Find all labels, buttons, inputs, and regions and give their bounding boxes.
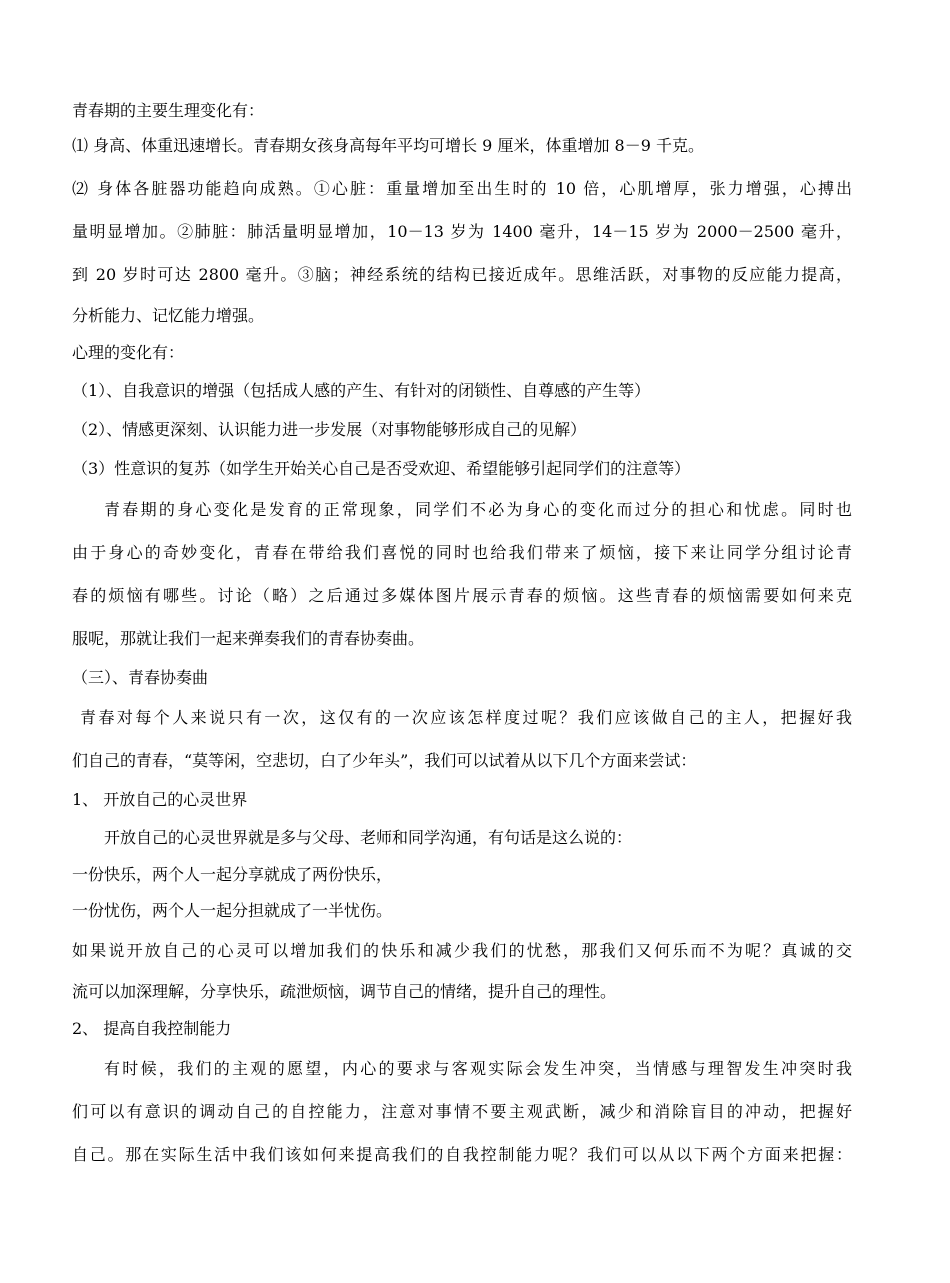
paragraph-line: 自己。那在实际生活中我们该如何来提高我们的自我控制能力呢？我们可以从以下两个方面来把握： [72,1145,852,1164]
section-heading: （三）、青春协奏曲 [72,668,209,687]
paragraph-line: ⑴ 身高、体重迅速增长。青春期女孩身高每年平均可增长 9 厘米，体重增加 8－9 千克。 [72,136,704,155]
paragraph-line: 开放自己的心灵世界就是多与父母、老师和同学沟通，有句话是这么说的： [104,828,633,847]
paragraph-line: 分析能力、记忆能力增强。 [72,306,265,325]
quote-line: 一份快乐，两个人一起分享就成了两份快乐， [72,865,393,884]
list-item: （3）性意识的复苏（如学生开始关心自己是否受欢迎、希望能够引起同学们的注意等） [72,459,691,478]
paragraph-line: 如果说开放自己的心灵可以增加我们的快乐和减少我们的忧愁，那我们又何乐而不为呢？真诚的交 [72,941,852,960]
document-body [72,98,852,1176]
quote-line: 一份忧伤，两个人一起分担就成了一半忧伤。 [72,901,393,920]
paragraph-line: 到 20 岁时可达 2800 毫升。③脑；神经系统的结构已接近成年。思维活跃，对事物的反应能力提高， [72,265,852,284]
paragraph-line: ⑵ 身体各脏器功能趋向成熟。①心脏：重量增加至出生时的 10 倍，心肌增厚，张力增强，心搏出 [72,179,852,198]
subsection-heading: 1、 开放自己的心灵世界 [72,790,248,809]
list-item: （1）、自我意识的增强（包括成人感的产生、有针对的闭锁性、自尊感的产生等） [72,381,651,400]
paragraph-line: 有时候，我们的主观的愿望，内心的要求与客观实际会发生冲突，当情感与理智发生冲突时我 [104,1059,852,1078]
paragraph-line: 青春对每个人来说只有一次，这仅有的一次应该怎样度过呢？我们应该做自己的主人，把握好我 [80,708,852,727]
paragraph-line: 由于身心的奇妙变化，青春在带给我们喜悦的同时也给我们带来了烦恼，接下来让同学分组讨论青 [72,543,852,562]
list-item: （2）、情感更深刻、认识能力进一步发展（对事物能够形成自己的见解） [72,420,587,439]
subsection-heading: 2、 提高自我控制能力 [72,1019,232,1038]
paragraph-line: 们自己的青春，“莫等闲，空悲切，白了少年头”，我们可以试着从以下几个方面来尝试： [72,751,697,770]
paragraph-line: 量明显增加。②肺脏：肺活量明显增加，10－13 岁为 1400 毫升，14－15 岁为 2000－2500 毫升， [72,222,852,241]
paragraph-line: 青春期的身心变化是发育的正常现象，同学们不必为身心的变化而过分的担心和忧虑。同时也 [104,500,852,519]
paragraph-line: 春的烦恼有哪些。讨论（略）之后通过多媒体图片展示青春的烦恼。这些青春的烦恼需要如何来克 [72,586,852,605]
paragraph-line: 们可以有意识的调动自己的自控能力，注意对事情不要主观武断，减少和消除盲目的冲动，把握好 [72,1102,852,1121]
paragraph-line: 流可以加深理解，分享快乐，疏泄烦恼，调节自己的情绪，提升自己的理性。 [72,982,617,1001]
paragraph-line: 服呢，那就让我们一起来弹奏我们的青春协奏曲。 [72,629,425,648]
heading-psychological-changes: 心理的变化有： [72,343,185,362]
heading-physiological-changes: 青春期的主要生理变化有： [72,101,265,120]
